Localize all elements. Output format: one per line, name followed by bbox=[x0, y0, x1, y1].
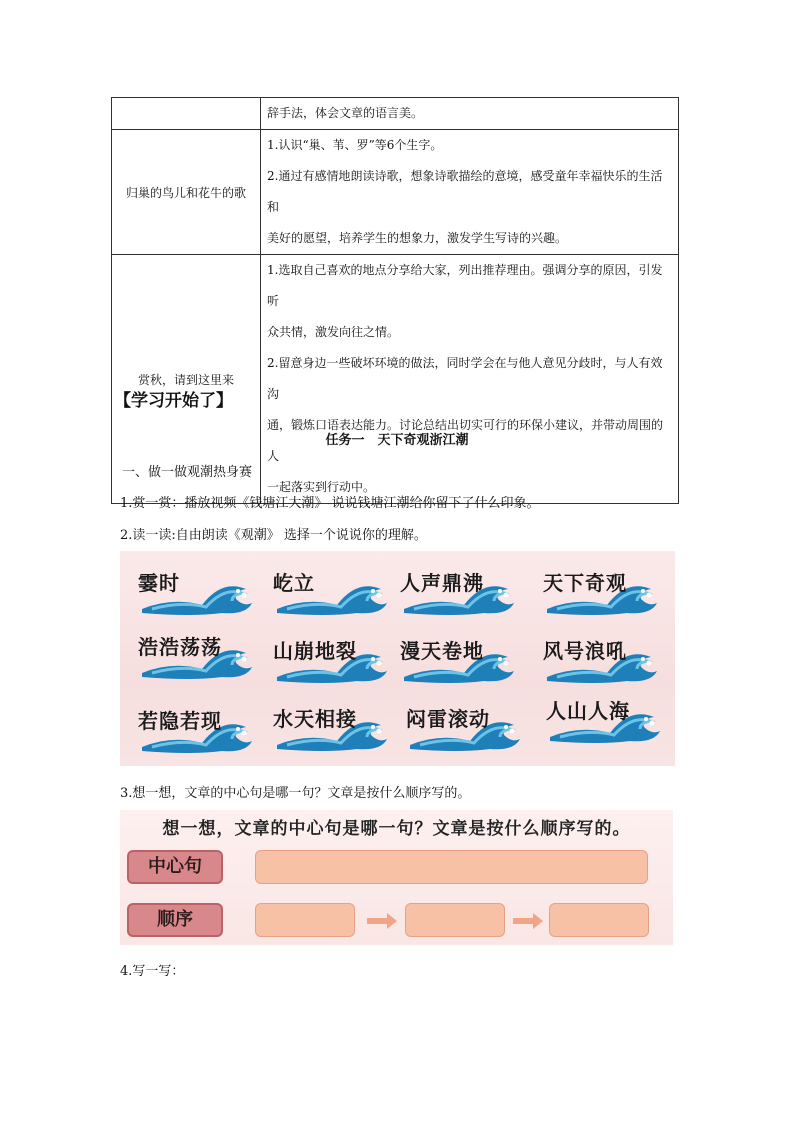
word-label: 若隐若现 bbox=[138, 709, 222, 733]
table-row bbox=[112, 130, 679, 255]
word-card bbox=[394, 565, 519, 617]
step-write: 4.写一写： bbox=[120, 964, 185, 979]
word-card bbox=[537, 565, 662, 617]
order-label: 顺序 bbox=[127, 903, 223, 937]
word-card bbox=[400, 701, 525, 753]
order-field-3[interactable] bbox=[549, 903, 649, 937]
word-card bbox=[132, 565, 257, 617]
word-label: 风号浪吼 bbox=[543, 639, 627, 663]
task-title: 任务一 天下奇观浙江潮 bbox=[325, 433, 469, 448]
order-field-2[interactable] bbox=[405, 903, 505, 937]
think-title: 想一想，文章的中心句是哪一句？文章是按什么顺序写的。 bbox=[162, 819, 631, 839]
word-cards-panel bbox=[120, 551, 675, 766]
lesson-name: 赏秋，请到这里来 bbox=[112, 255, 261, 504]
word-label: 人声鼎沸 bbox=[400, 571, 484, 595]
lesson-name: 归巢的鸟儿和花牛的歌 bbox=[112, 130, 261, 255]
word-card bbox=[537, 633, 662, 685]
word-card bbox=[267, 565, 392, 617]
lesson-name bbox=[112, 98, 261, 130]
word-label: 天下奇观 bbox=[543, 571, 627, 595]
word-card bbox=[267, 701, 392, 753]
step-think: 3.想一想，文章的中心句是哪一句？文章是按什么顺序写的。 bbox=[120, 786, 471, 801]
section-heading: 【学习开始了】 bbox=[114, 391, 233, 411]
goal-line: 一起落实到行动中。 bbox=[267, 480, 376, 494]
activity-title: 一、做一做观潮热身赛 bbox=[122, 465, 253, 480]
goal-line: 通，锻炼口语表达能力。讨论总结出切实可行的环保小建议，并带动周围的人 bbox=[267, 418, 664, 463]
think-panel bbox=[120, 810, 673, 945]
step-read: 2.读一读:自由朗读《观潮》 选择一个说说你的理解。 bbox=[120, 528, 427, 543]
word-card bbox=[132, 703, 257, 755]
lesson-goals bbox=[261, 255, 679, 504]
word-label: 浩浩荡荡 bbox=[138, 635, 222, 659]
order-field-1[interactable] bbox=[255, 903, 355, 937]
goal-line: 1.选取自己喜欢的地点分享给大家，列出推荐理由。强调分享的原因，引发听 bbox=[267, 263, 663, 308]
goal-line: 2.通过有感情地朗读诗歌，想象诗歌描绘的意境，感受童年幸福快乐的生活和 bbox=[267, 169, 663, 214]
word-card bbox=[540, 693, 665, 745]
word-label: 山崩地裂 bbox=[273, 639, 357, 663]
word-label: 人山人海 bbox=[546, 699, 630, 723]
goal-line: 2.留意身边一些破坏环境的做法，同时学会在与他人意见分歧时，与人有效沟 bbox=[267, 356, 663, 401]
word-label: 闷雷滚动 bbox=[406, 707, 490, 731]
step-watch: 1.赏一赏：播放视频《钱塘江大潮》 说说钱塘江潮给你留下了什么印象。 bbox=[120, 496, 540, 511]
arrow-right-icon bbox=[513, 913, 543, 929]
word-label: 屹立 bbox=[273, 571, 315, 595]
lesson-goals bbox=[261, 130, 679, 255]
lesson-goals bbox=[261, 98, 679, 130]
goal-line: 辞手法，体会文章的语言美。 bbox=[267, 106, 424, 120]
word-label: 漫天卷地 bbox=[400, 639, 484, 663]
word-card bbox=[394, 633, 519, 685]
word-card bbox=[267, 633, 392, 685]
goal-line: 1.认识“巢、苇、罗”等6个生字。 bbox=[267, 138, 443, 152]
goal-line: 众共情，激发向往之情。 bbox=[267, 325, 400, 339]
table-row bbox=[112, 98, 679, 130]
word-label: 水天相接 bbox=[273, 707, 357, 731]
word-label: 霎时 bbox=[138, 571, 180, 595]
word-card bbox=[132, 629, 257, 681]
central-sentence-field[interactable] bbox=[255, 850, 648, 884]
goal-line: 美好的愿望，培养学生的想象力，激发学生写诗的兴趣。 bbox=[267, 231, 568, 245]
central-sentence-label: 中心句 bbox=[127, 850, 223, 884]
arrow-right-icon bbox=[367, 913, 397, 929]
